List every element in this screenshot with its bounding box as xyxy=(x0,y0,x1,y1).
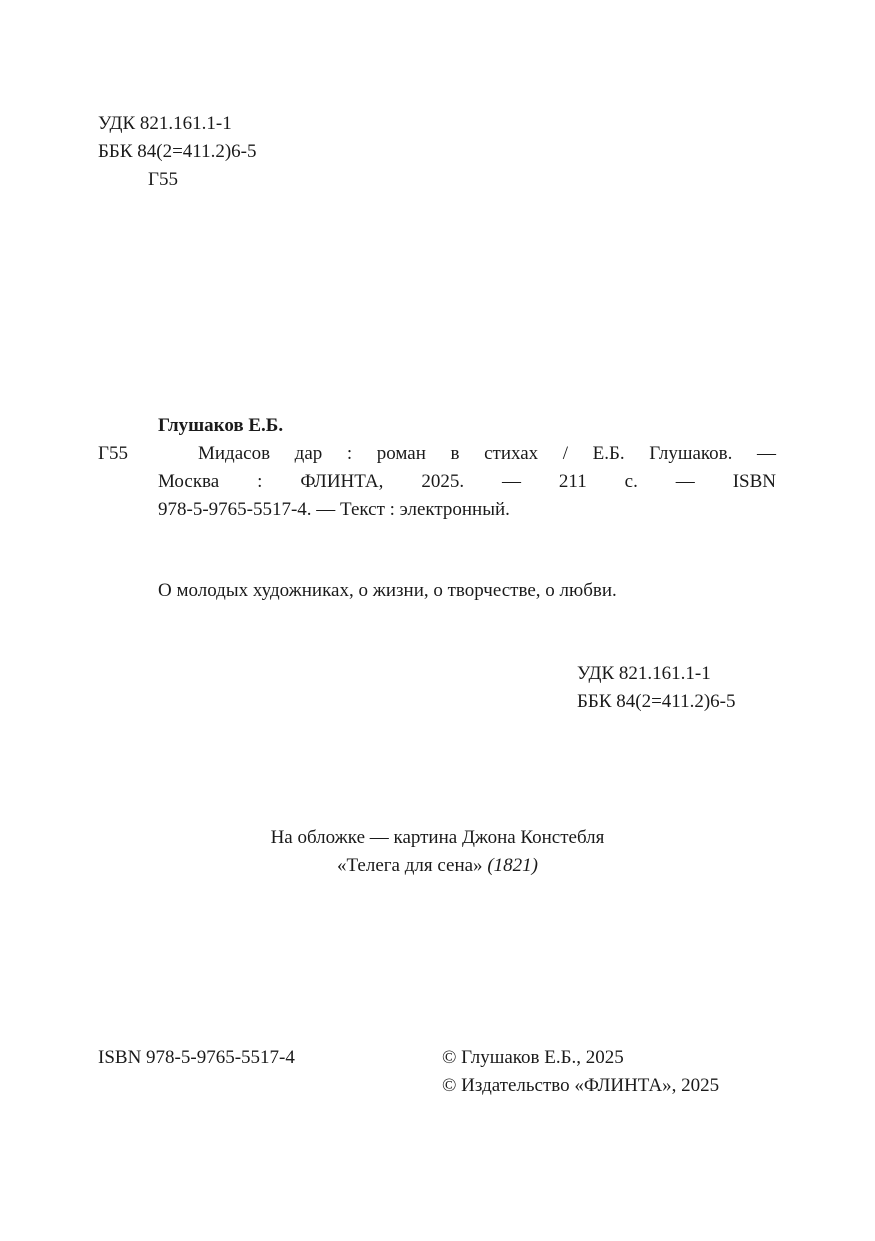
cover-painting-title: «Телега для сена» xyxy=(337,855,483,876)
classification-bottom xyxy=(577,660,736,716)
copyright xyxy=(442,1044,719,1100)
cover-painting xyxy=(0,852,875,880)
udk-code-bottom: УДК 821.161.1-1 xyxy=(577,663,711,684)
catalog-author: Глушаков Е.Б. xyxy=(158,415,284,436)
catalog-row-1 xyxy=(98,440,776,468)
cover-note-line: На обложке — картина Джона Констебля xyxy=(270,827,605,848)
catalog-line-3: 978-5-9765-5517-4. — Текст : электронный. xyxy=(158,499,510,520)
isbn: ISBN 978-5-9765-5517-4 xyxy=(98,1047,295,1068)
catalog-line-2: Москва : ФЛИНТА, 2025. — 211 с. — ISBN xyxy=(158,471,776,492)
bbk-code-bottom: ББК 84(2=411.2)6-5 xyxy=(577,691,736,712)
cutter-code-top: Г55 xyxy=(148,169,178,190)
copyright-publisher: © Издательство «ФЛИНТА», 2025 xyxy=(442,1075,720,1096)
bbk-code-top: ББК 84(2=411.2)6-5 xyxy=(98,141,257,162)
cover-painting-year: (1821) xyxy=(487,855,538,876)
catalog-entry xyxy=(98,412,776,524)
catalog-cutter: Г55 xyxy=(98,443,128,464)
cover-note xyxy=(0,824,875,880)
annotation: О молодых художниках, о жизни, о творчестве, о любви. xyxy=(158,580,617,601)
catalog-line-1: Мидасов дар : роман в стихах / Е.Б. Глушаков. — xyxy=(198,443,776,464)
catalog-row-2 xyxy=(98,468,776,496)
udk-code-top: УДК 821.161.1-1 xyxy=(98,113,232,134)
copyright-author: © Глушаков Е.Б., 2025 xyxy=(442,1047,624,1068)
classification-top xyxy=(98,110,257,194)
